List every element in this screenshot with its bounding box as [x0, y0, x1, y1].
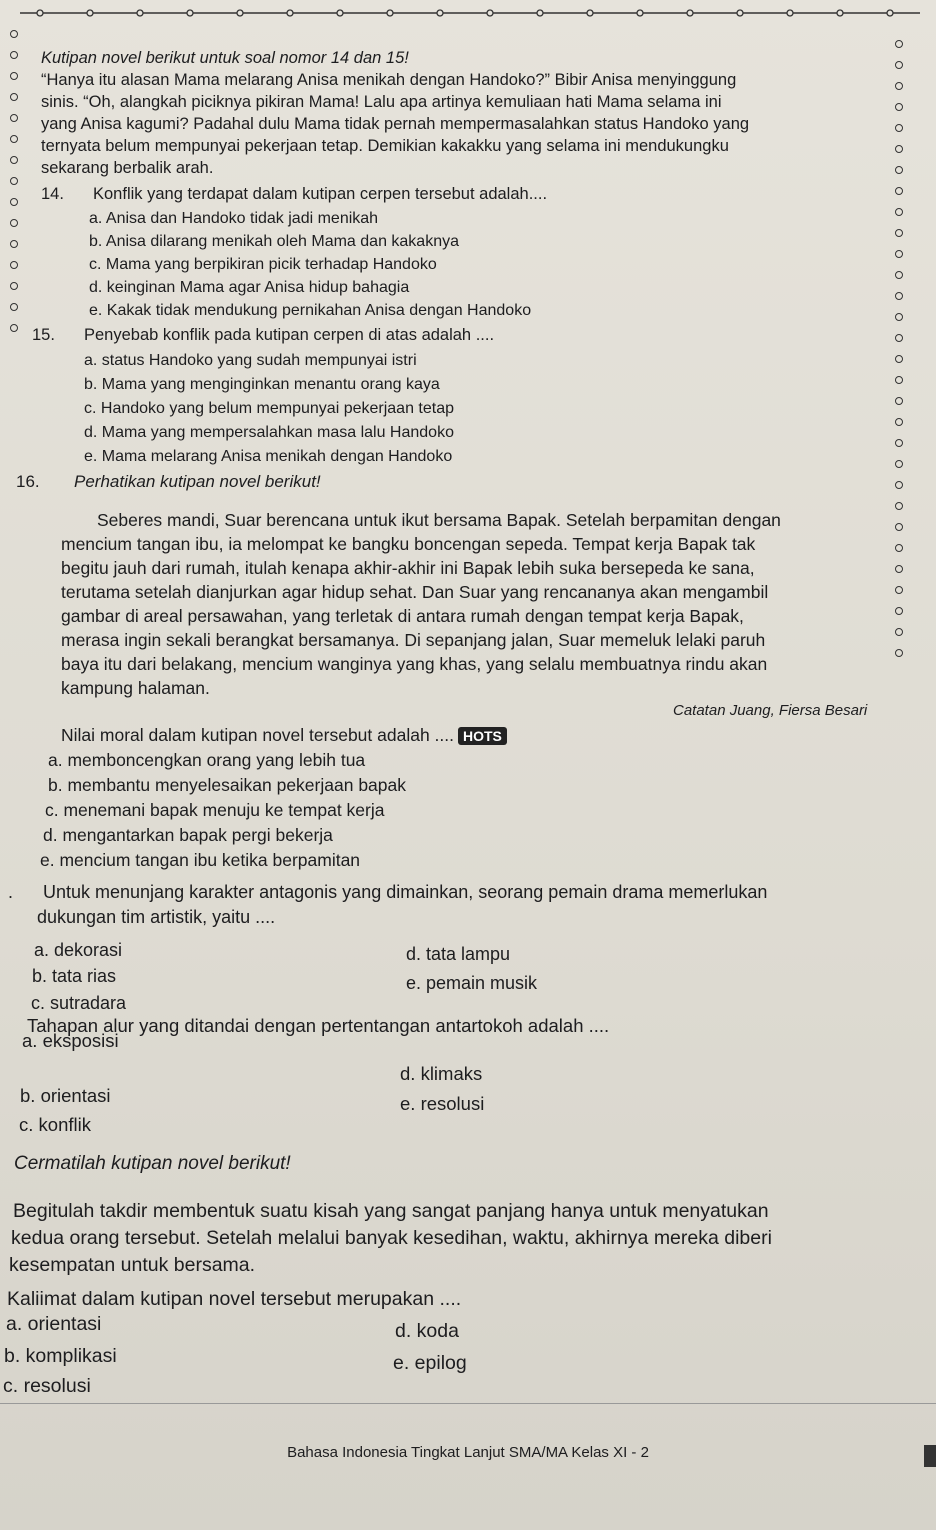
answer-option: a. dekorasi: [34, 940, 123, 960]
intro-line: ternyata belum mempunyai pekerjaan tetap. Demikian kakakku yang selama ini mendukungku: [41, 137, 729, 155]
answer-option: a. Anisa dan Handoko tidak jadi menikah: [89, 210, 379, 227]
answer-option: c. Mama yang berpikiran picik terhadap Handoko: [89, 256, 437, 273]
passage-line: kesempatan untuk bersama.: [9, 1254, 256, 1276]
answer-option: b. Anisa dilarang menikah oleh Mama dan kakaknya: [89, 233, 459, 250]
answer-option: b. orientasi: [20, 1085, 111, 1106]
hots-badge: HOTS: [458, 727, 507, 745]
answer-option: a. eksposisi: [22, 1030, 119, 1051]
question-number: 14.: [41, 185, 64, 203]
answer-option: c. sutradara: [31, 993, 127, 1013]
answer-option: e. epilog: [393, 1352, 467, 1374]
passage-source: Catatan Juang, Fiersa Besari: [673, 702, 868, 719]
answer-option: d. keinginan Mama agar Anisa hidup bahagia: [89, 279, 410, 296]
answer-option: a. status Handoko yang sudah mempunyai istri: [84, 352, 417, 369]
page-footer: Bahasa Indonesia Tingkat Lanjut SMA/MA Kelas XI - 2: [287, 1444, 649, 1461]
intro-line: “Hanya itu alasan Mama melarang Anisa menikah dengan Handoko?” Bibir Anisa menyinggung: [41, 71, 737, 89]
answer-option: d. tata lampu: [406, 944, 511, 964]
question-label: Nilai moral dalam kutipan novel tersebut adalah ....: [61, 725, 454, 745]
intro-line: sekarang berbalik arah.: [41, 159, 214, 177]
answer-option: e. Kakak tidak mendukung pernikahan Anisa dengan Handoko: [89, 302, 532, 319]
answer-option: a. memboncengkan orang yang lebih tua: [48, 750, 366, 770]
question-text: dukungan tim artistik, yaitu ....: [37, 907, 276, 927]
answer-option: c. konflik: [19, 1114, 91, 1135]
decorative-border-top: [20, 6, 920, 20]
answer-option: b. Mama yang menginginkan menantu orang kaya: [84, 376, 440, 393]
passage-line: merasa ingin sekali berangkat bersamanya. Di sepanjang jalan, Suar memeluk lelaki paruh: [61, 630, 766, 650]
question-text: Penyebab konflik pada kutipan cerpen di atas adalah ....: [84, 326, 495, 344]
question-text: Kaliimat dalam kutipan novel tersebut merupakan ....: [7, 1288, 462, 1310]
passage-line: kampung halaman.: [61, 678, 210, 698]
intro-line: yang Anisa kagumi? Padahal dulu Mama tidak pernah mempermasalahkan status Handoko yang: [41, 115, 750, 133]
question-text: Untuk menunjang karakter antagonis yang dimainkan, seorang pemain drama memerlukan: [43, 882, 768, 902]
passage-line: mencium tangan ibu, ia melompat ke bangku boncengan sepeda. Tempat kerja Bapak tak: [61, 534, 756, 554]
footer-marker: [924, 1445, 936, 1467]
answer-option: e. resolusi: [400, 1093, 485, 1114]
answer-option: e. pemain musik: [406, 973, 538, 993]
answer-option: c. menemani bapak menuju ke tempat kerja: [45, 800, 385, 820]
answer-option: d. Mama yang mempersalahkan masa lalu Handoko: [84, 424, 454, 441]
decorative-border-right: [895, 40, 903, 657]
passage-heading: Perhatikan kutipan novel berikut!: [74, 472, 321, 491]
answer-option: b. komplikasi: [4, 1345, 117, 1367]
answer-option: d. mengantarkan bapak pergi bekerja: [43, 825, 333, 845]
answer-option: a. orientasi: [6, 1313, 102, 1335]
answer-option: c. resolusi: [3, 1375, 91, 1397]
question-text: Konflik yang terdapat dalam kutipan cerpen tersebut adalah....: [93, 185, 548, 203]
answer-option: e. mencium tangan ibu ketika berpamitan: [40, 850, 361, 870]
answer-option: d. koda: [395, 1320, 459, 1342]
question-text: Tahapan alur yang ditandai dengan pertentangan antartokoh adalah ....: [27, 1015, 610, 1036]
passage-line: kedua orang tersebut. Setelah melalui banyak kesedihan, waktu, akhirnya mereka diberi: [11, 1227, 772, 1249]
question-number: .: [8, 882, 14, 902]
passage-heading: Cermatilah kutipan novel berikut!: [14, 1153, 291, 1174]
passage-line: begitu jauh dari rumah, itulah kenapa akhir-akhir ini Bapak lebih suka bersepeda ke sana,: [61, 558, 755, 578]
passage-line: Begitulah takdir membentuk suatu kisah yang sangat panjang hanya untuk menyatukan: [13, 1200, 769, 1222]
intro-heading: Kutipan novel berikut untuk soal nomor 14 dan 15!: [41, 49, 409, 67]
passage-line: baya itu dari belakang, mencium wanginya yang khas, yang selalu membuatnya rindu akan: [61, 654, 768, 674]
question-number: 15.: [32, 326, 55, 344]
decorative-border-left: [10, 30, 18, 332]
answer-option: b. membantu menyelesaikan pekerjaan bapak: [48, 775, 406, 795]
passage-line: terutama setelah dianjurkan agar hidup sehat. Dan Suar yang rencananya akan mengambil: [61, 582, 769, 602]
question-number: 16.: [16, 472, 40, 491]
answer-option: c. Handoko yang belum mempunyai pekerjaan tetap: [84, 400, 454, 417]
question-text: [61, 724, 507, 746]
answer-option: e. Mama melarang Anisa menikah dengan Handoko: [84, 448, 453, 465]
passage-line: Seberes mandi, Suar berencana untuk ikut bersama Bapak. Setelah berpamitan dengan: [97, 510, 781, 530]
answer-option: d. klimaks: [400, 1063, 483, 1084]
footer-divider: [0, 1403, 936, 1404]
passage-line: gambar di areal persawahan, yang terletak di antara rumah dengan tempat kerja Bapak,: [61, 606, 744, 626]
answer-option: b. tata rias: [32, 966, 117, 986]
intro-line: sinis. “Oh, alangkah piciknya pikiran Mama! Lalu apa artinya kemuliaan hati Mama selama ini: [41, 93, 722, 111]
